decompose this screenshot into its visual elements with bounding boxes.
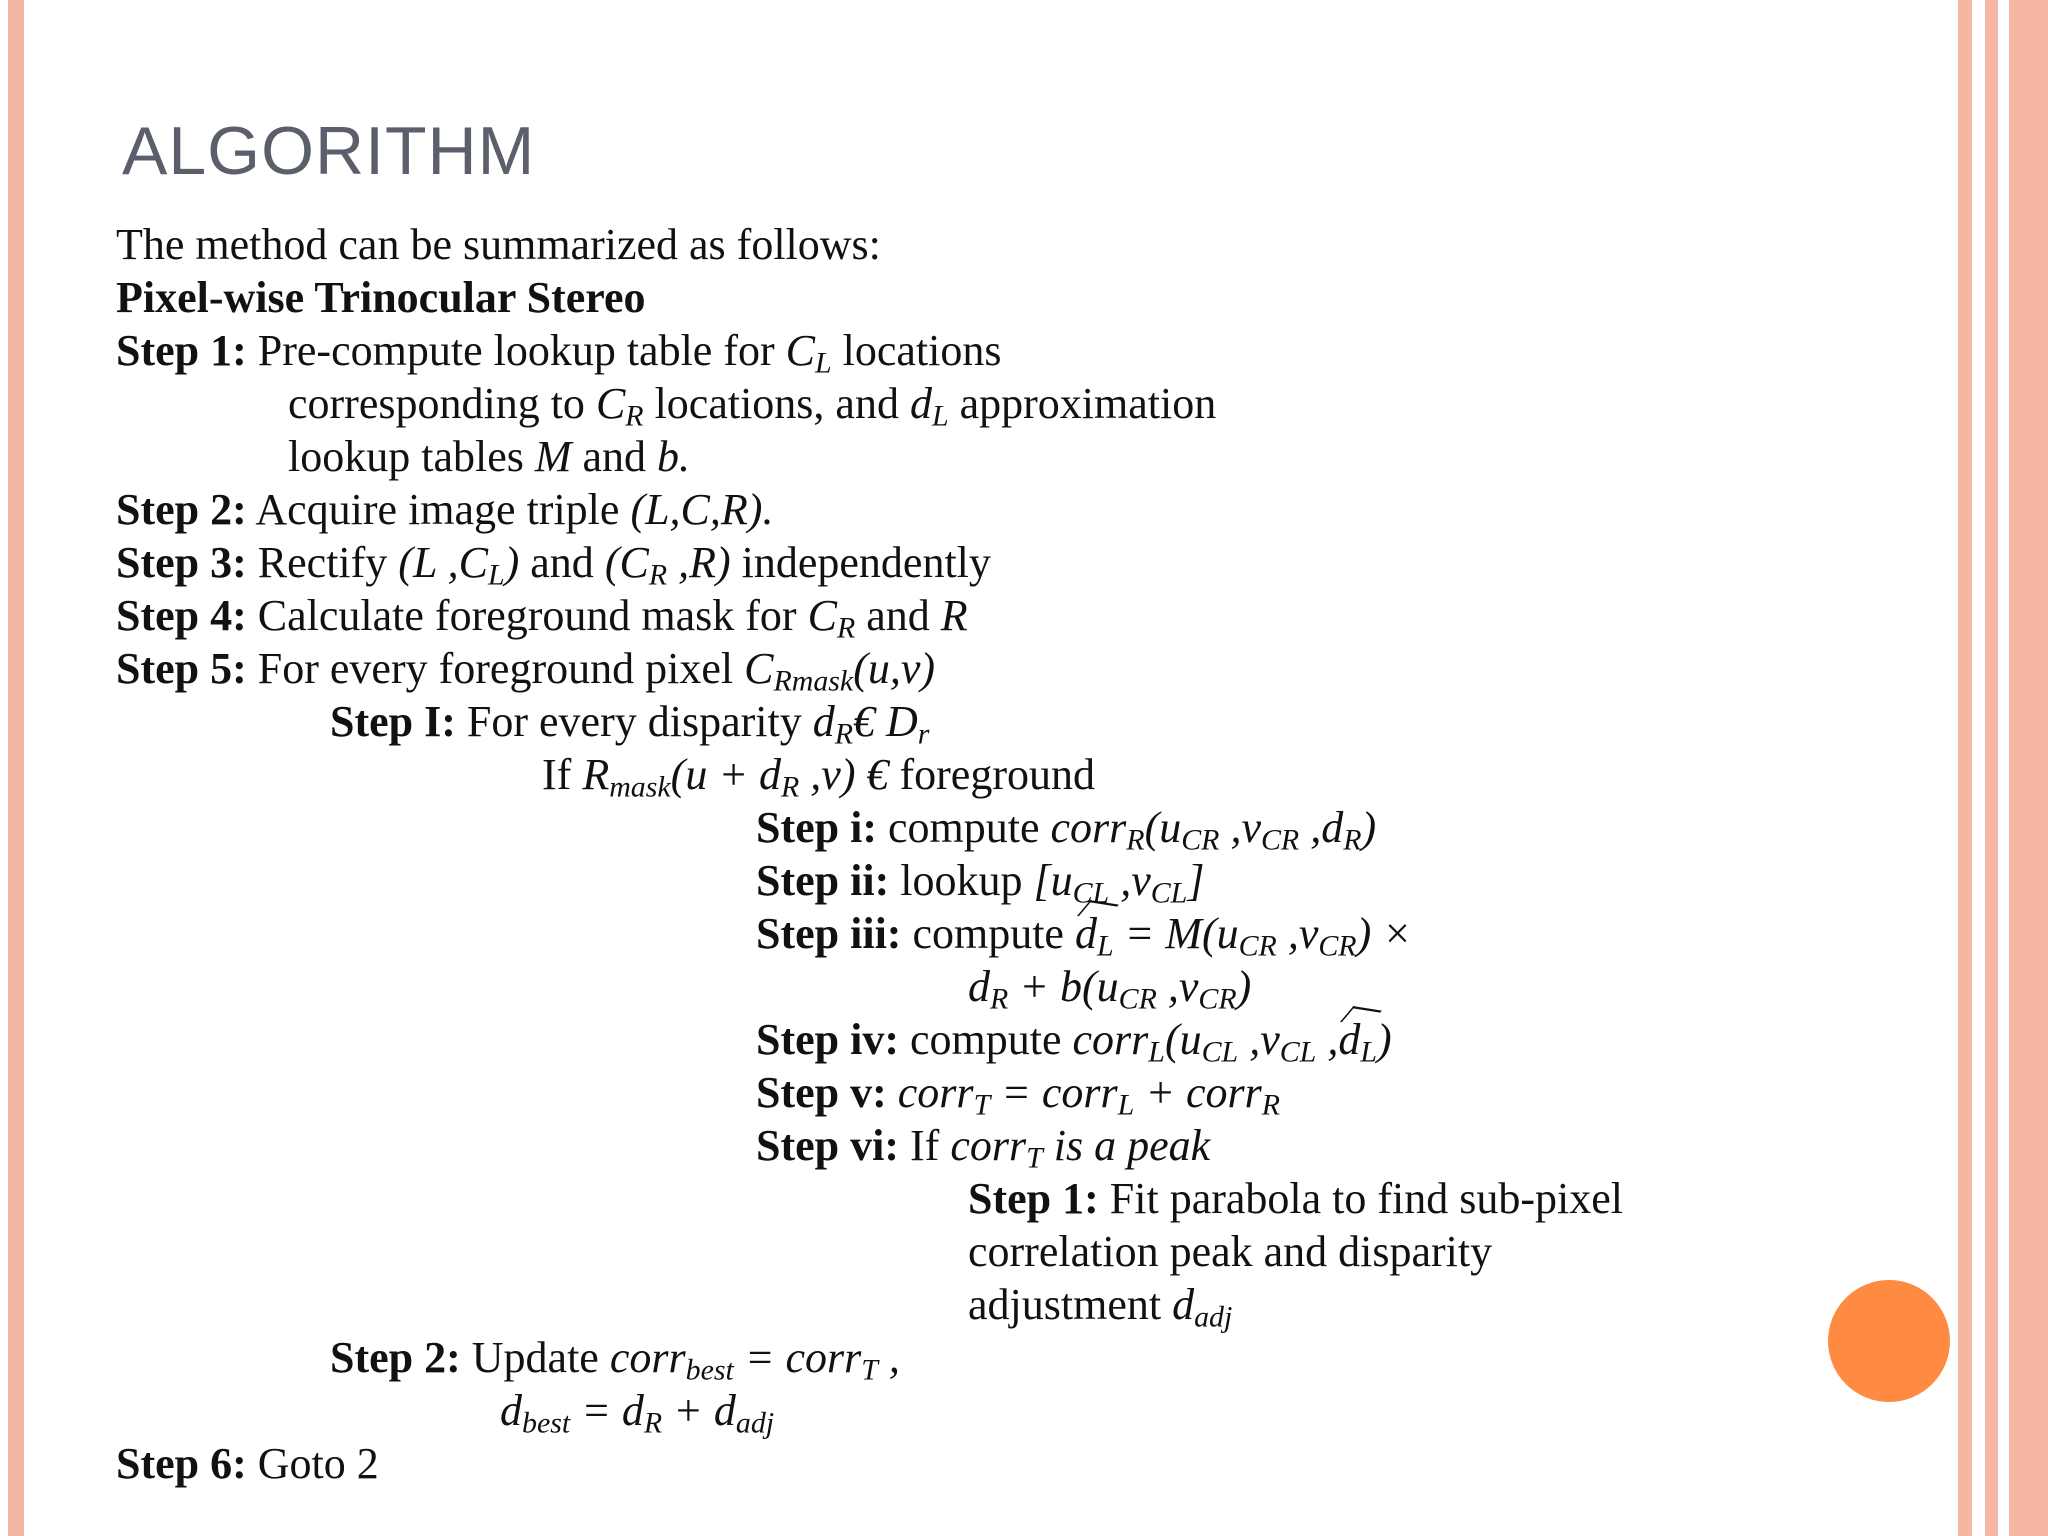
right-border-stripe bbox=[1985, 0, 1998, 1536]
if-condition-line: If $R_{mask}(u + d_R$ ,v) € foreground bbox=[542, 750, 1095, 804]
step-vi-line: Step vi: If corr$_T$ is a peak bbox=[756, 1121, 1211, 1175]
step-1-line: lookup tables M and b. bbox=[288, 432, 691, 481]
step-vi-1-line: adjustment $d_{adj}$ bbox=[968, 1280, 1233, 1334]
step-5-line: Step 5: For every foreground pixel $C_{Rmask}(u,v)$ bbox=[116, 644, 936, 698]
step-4-line: Step 4: Calculate foreground mask for $C_R$ and R bbox=[116, 591, 968, 645]
step-2-update-line: Step 2: Update corr$_{best}$ = corr$_T$ , bbox=[330, 1333, 900, 1387]
right-border-stripe bbox=[1958, 0, 1972, 1536]
step-i-line: Step i: compute $corr_R(u_{CR}$ $,v_{CR}$ $,d_R$) bbox=[756, 803, 1377, 857]
slide-title: ALGORITHM bbox=[122, 113, 536, 189]
step-vi-1-line: correlation peak and disparity bbox=[968, 1227, 1493, 1276]
step-2-line: Step 2: Acquire image triple (L,C,R). bbox=[116, 485, 774, 534]
step-1-line: Step 1: Pre-compute lookup table for $C_L$ locations bbox=[116, 326, 1002, 380]
step-2-update-line: $d_{best} = d_R + d_{adj}$ bbox=[500, 1386, 775, 1440]
step-iii-line: Step iii: compute $d_L = M(u_{CR}$ $,v_{CR}$) × bbox=[756, 909, 1412, 963]
step-ii-line: Step ii: lookup [$u_{CL}$ $,v_{CL}$] bbox=[756, 856, 1205, 910]
step-iii-line: $d_R + b(u_{CR}$ $,v_{CR}$) bbox=[968, 962, 1252, 1016]
algorithm-heading: Pixel-wise Trinocular Stereo bbox=[116, 273, 646, 322]
right-border-stripe bbox=[2009, 0, 2048, 1536]
step-1-line: corresponding to $C_R$ locations, and $d_L$ approximation bbox=[288, 379, 1217, 433]
step-iv-line: Step iv: compute $corr_L(u_{CL}$ $,v_{CL}$ $,d_L$) bbox=[756, 1015, 1392, 1069]
step-vi-1-line: Step 1: Fit parabola to find sub-pixel bbox=[968, 1174, 1624, 1223]
step-v-line: Step v: corr$_T$ = corr$_L$ + corr$_R$ bbox=[756, 1068, 1281, 1122]
step-I-line: Step I: For every disparity $d_R€$ $D_r$ bbox=[330, 697, 930, 751]
step-3-line: Step 3: Rectify (L $,C_L$) and ($C_R$ ,R) independently bbox=[116, 538, 991, 592]
intro-line: The method can be summarized as follows: bbox=[116, 220, 881, 269]
step-6-line: Step 6: Goto 2 bbox=[116, 1439, 379, 1488]
